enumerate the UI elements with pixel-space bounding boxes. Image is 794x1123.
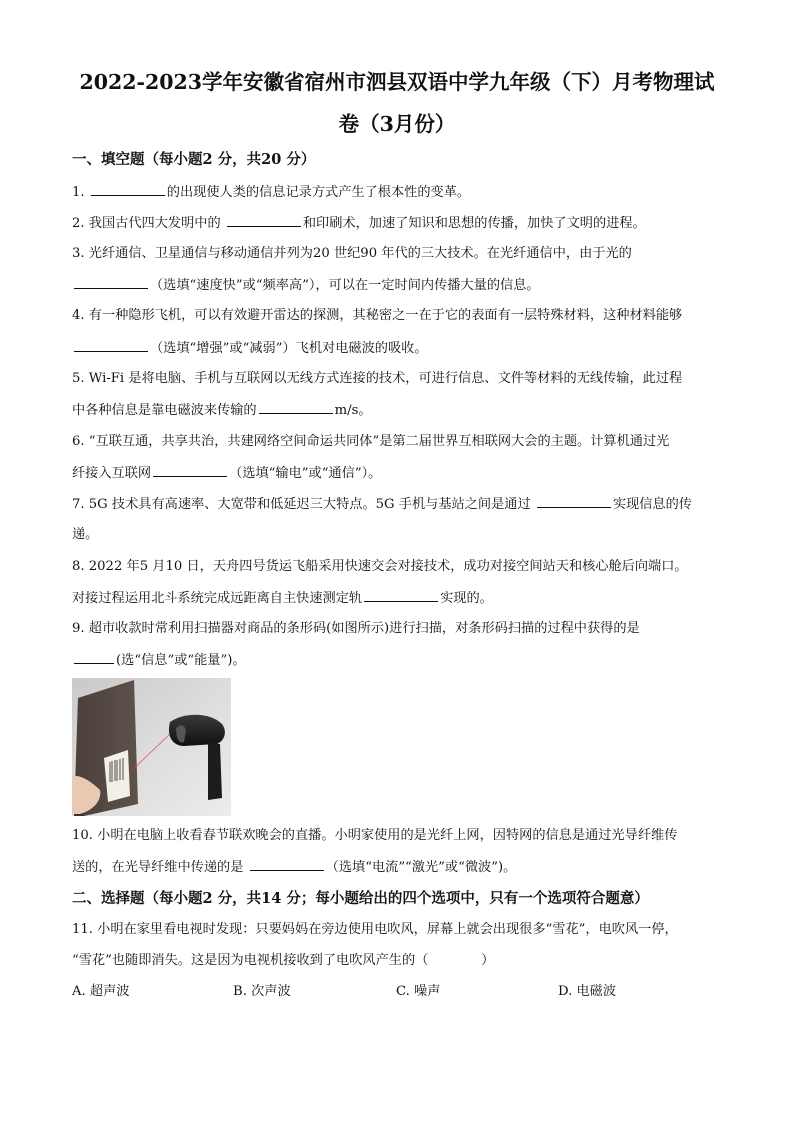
answer-blank[interactable] xyxy=(153,463,227,477)
question-6-text-before: 纤接入互联网 xyxy=(72,466,152,482)
question-4-line-2 xyxy=(72,338,428,359)
answer-blank[interactable] xyxy=(74,275,148,289)
question-5-line-2 xyxy=(72,400,372,421)
question-8-text-before: 对接过程运用北斗系统完成远距离自主快速测定轨 xyxy=(72,591,363,607)
answer-blank[interactable] xyxy=(364,588,438,602)
exam-title-line-1: 2022-2023学年安徽省宿州市泗县双语中学九年级（下）月考物理试 xyxy=(79,70,715,94)
option-d[interactable]: D. 电磁波 xyxy=(558,984,617,999)
question-7-text-before: 7. 5G 技术具有高速率、大宽带和低延迟三大特点。5G 手机与基站之间是通过 xyxy=(72,497,531,513)
question-10-line-2 xyxy=(72,857,516,878)
question-6-line-1: 6. “互联互通，共享共治，共建网络空间命运共同体”是第二届世界互相联网大会的主题。计算机通过光 xyxy=(72,434,670,449)
question-3-line-2 xyxy=(72,275,540,296)
question-9-line-1: 9. 超市收款时常利用扫描器对商品的条形码(如图所示)进行扫描，对条形码扫描的过程中获得的是 xyxy=(72,621,640,636)
question-1-text: 的出现使人类的信息记录方式产生了根本性的变革。 xyxy=(166,185,471,201)
question-6-line-2 xyxy=(72,463,381,484)
question-4-line-1: 4. 有一种隐形飞机，可以有效避开雷达的探测，其秘密之一在于它的表面有一层特殊材料，这种材料能够 xyxy=(72,308,683,323)
option-a[interactable]: A. 超声波 xyxy=(72,984,130,999)
section-2-heading: 二、选择题（每小题2 分，共14 分；每小题给出的四个选项中，只有一个选项符合题意） xyxy=(72,890,649,907)
question-8-text-after: 实现的。 xyxy=(440,591,493,607)
question-2-text-after: 和印刷术，加速了知识和思想的传播，加快了文明的进程。 xyxy=(302,216,646,232)
answer-blank[interactable] xyxy=(227,213,301,227)
answer-blank[interactable] xyxy=(74,338,148,352)
question-11-line-1: 11. 小明在家里看电视时发现：只要妈妈在旁边使用电吹风，屏幕上就会出现很多“雪花”，电吹风一停， xyxy=(72,922,678,937)
question-5-text-before: 中各种信息是靠电磁波来传输的 xyxy=(72,403,257,419)
question-6-text-after: （选填“输电”或“通信”）。 xyxy=(229,466,382,482)
question-5-line-1: 5. Wi-Fi 是将电脑、手机与互联网以无线方式连接的技术，可进行信息、文件等材料的无线传输，此过程 xyxy=(72,371,683,386)
question-7-line-1 xyxy=(72,494,692,515)
answer-blank[interactable] xyxy=(537,494,611,508)
question-11-line-2: “雪花”也随即消失。这是因为电视机接收到了电吹风产生的（ ） xyxy=(72,953,495,968)
exam-title-line-2: 卷（3月份） xyxy=(338,112,456,136)
question-3-text: （选填“速度快”或“频率高”），可以在一定时间内传播大量的信息。 xyxy=(150,278,540,294)
section-1-heading: 一、填空题（每小题2 分，共20 分） xyxy=(72,151,316,168)
question-8-line-1: 8. 2022 年5 月10 日，天舟四号货运飞船采用快速交会对接技术，成功对接空间站天和核心舱后向端口。 xyxy=(72,559,688,574)
question-10-line-1: 10. 小明在电脑上收看春节联欢晚会的直播。小明家使用的是光纤上网，因特网的信息是通过光导纤维传 xyxy=(72,828,678,843)
question-9-text: (选“信息”或“能量”)。 xyxy=(116,653,246,669)
question-2 xyxy=(72,213,646,234)
question-8-line-2 xyxy=(72,588,493,609)
answer-blank[interactable] xyxy=(74,650,114,664)
question-4-text: （选填“增强”或“减弱”）飞机对电磁波的吸收。 xyxy=(150,341,428,357)
question-2-text-before: 2. 我国古代四大发明中的 xyxy=(72,216,221,232)
question-1 xyxy=(72,182,470,203)
question-5-unit: m/s。 xyxy=(334,403,372,419)
question-9-line-2 xyxy=(72,650,246,671)
question-1-number: 1. xyxy=(72,185,85,201)
option-c[interactable]: C. 噪声 xyxy=(396,984,441,999)
question-10-text-after: （选填“电流”“激光”或“微波”)。 xyxy=(325,860,517,876)
barcode-scanner-photo xyxy=(72,678,231,816)
answer-blank[interactable] xyxy=(91,182,165,196)
answer-blank[interactable] xyxy=(250,857,324,871)
answer-blank[interactable] xyxy=(259,400,333,414)
option-b[interactable]: B. 次声波 xyxy=(233,984,291,999)
question-7-line-2: 递。 xyxy=(72,527,99,542)
question-3-line-1: 3. 光纤通信、卫星通信与移动通信并列为20 世纪90 年代的三大技术。在光纤通信中，由于光的 xyxy=(72,246,632,261)
question-10-text-before: 送的，在光导纤维中传递的是 xyxy=(72,860,244,876)
question-7-text-after: 实现信息的传 xyxy=(612,497,692,513)
